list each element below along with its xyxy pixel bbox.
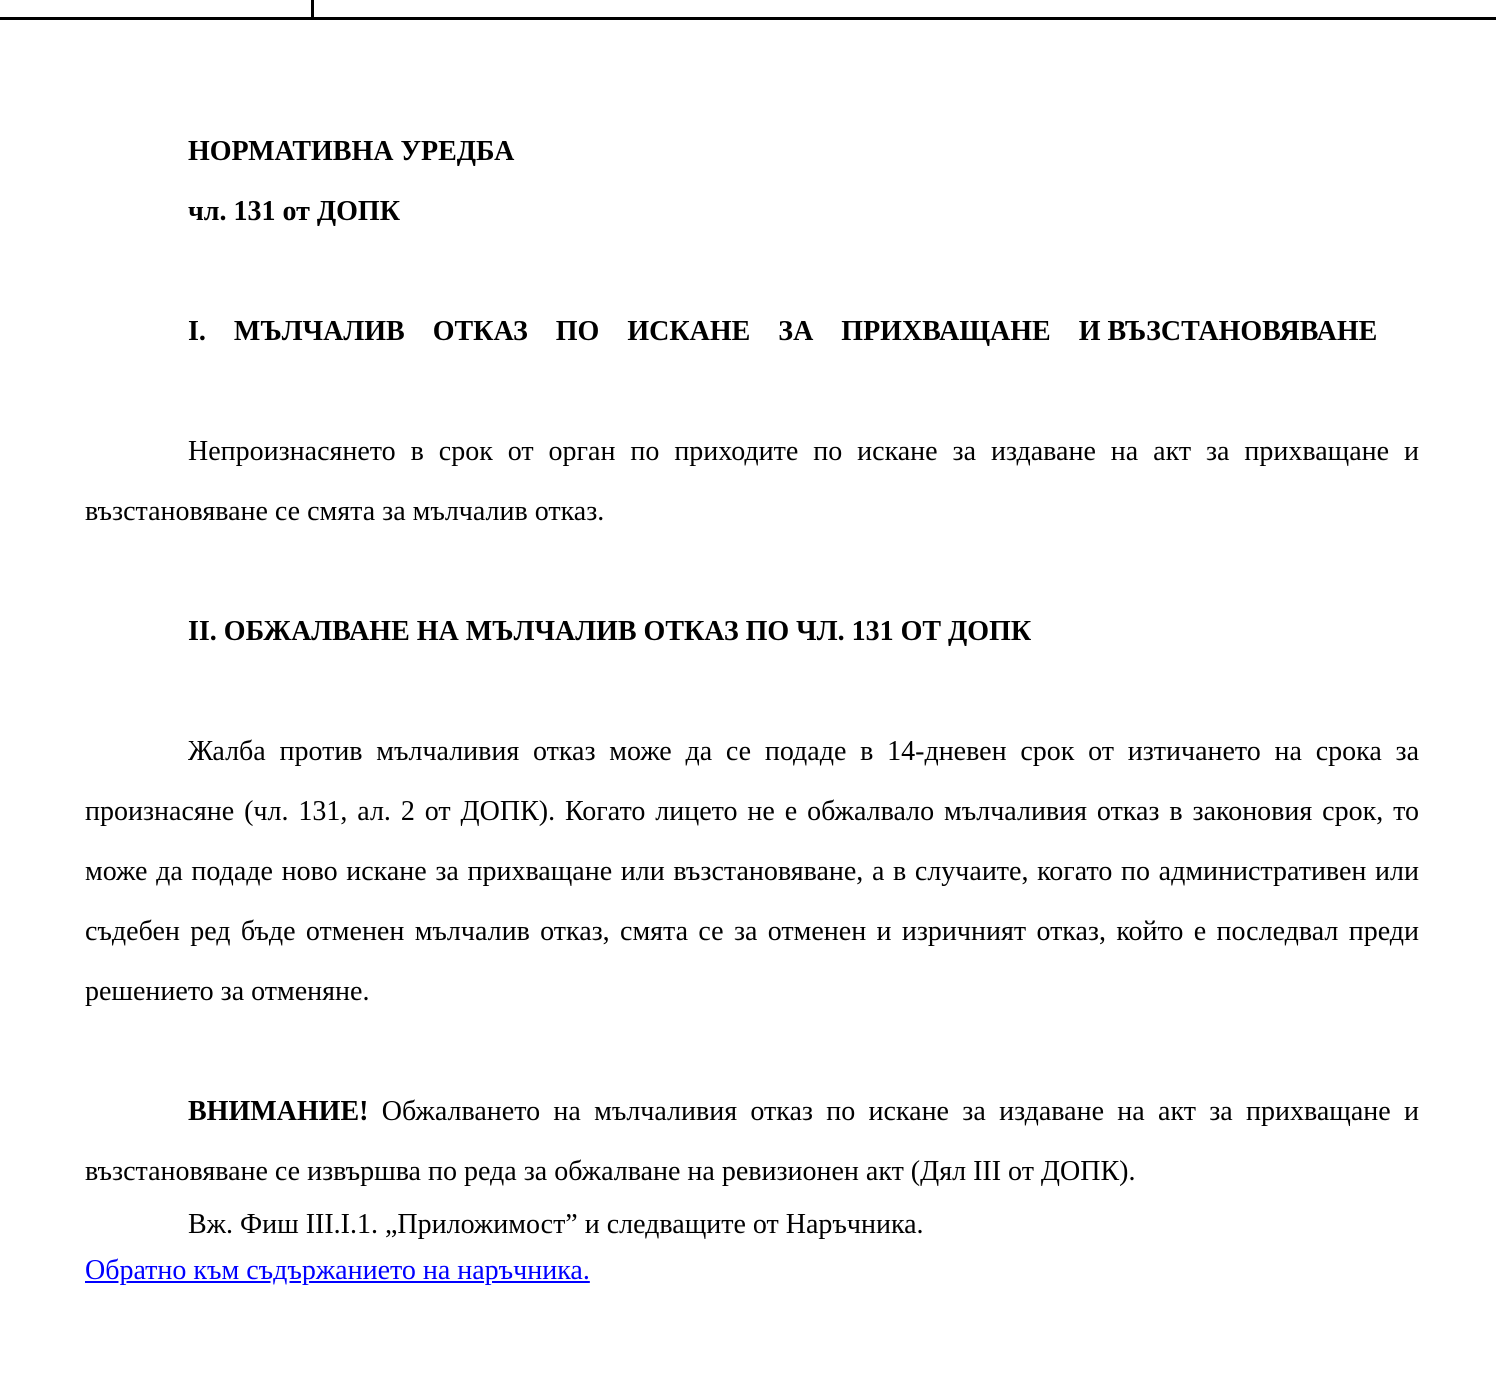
notice-paragraph xyxy=(85,1082,1419,1202)
document-title-block xyxy=(85,0,1419,242)
section-ii-paragraph: Жалба против мълчаливия отказ може да се подаде в 14-дневен срок от изтичането на срока за произнасяне (чл. 131, ал. 2 от ДОПК). Когато лицето не е обжалвало мълчаливия отказ в законовия срок, то може да подаде ново искане за прихващане или възстановяване, а в случаите, когато по административен или съдебен ред бъде отменен мълчалив отказ, смята се за отменен и изричният отказ, който е последвал преди решението за отменяне. xyxy=(85,736,1419,1007)
section-heading-i: I. МЪЛЧАЛИВ ОТКАЗ ПО ИСКАНЕ ЗА ПРИХВАЩАНЕ И ВЪЗСТАНОВЯВАНЕ xyxy=(188,316,1378,347)
page-subtitle: чл. 131 от ДОПК xyxy=(188,196,401,227)
spacer-after-title xyxy=(85,242,1419,302)
spacer-after-heading-ii xyxy=(85,662,1419,722)
section-i-paragraph: Непроизнасянето в срок от орган по приходите по искане за издаване на акт за прихващане и възстановяване се смята за мълчалив отказ. xyxy=(85,436,1419,527)
section-heading-ii: II. ОБЖАЛВАНЕ НА МЪЛЧАЛИВ ОТКАЗ ПО ЧЛ. 131 ОТ ДОПК xyxy=(188,616,1032,647)
page-title: НОРМАТИВНА УРЕДБА xyxy=(188,136,515,167)
spacer-after-paragraph-i xyxy=(85,542,1419,602)
reference-line: Вж. Фиш III.I.1. „Приложимост” и следващите от Наръчника. xyxy=(188,1209,924,1240)
back-link-line xyxy=(85,1248,1419,1294)
spacer-before-notice xyxy=(85,1022,1419,1082)
notice-text: Обжалването на мълчаливия отказ по искане за издаване на акт за прихващане и възстановяване се извършва по реда за обжалване на ревизионен акт (Дял III от ДОПК). xyxy=(85,1096,1419,1187)
spacer-after-heading-i xyxy=(85,362,1419,422)
document-page xyxy=(85,0,1419,1294)
back-to-contents-link[interactable]: Обратно към съдържанието на наръчника. xyxy=(85,1255,590,1286)
notice-label: ВНИМАНИЕ! xyxy=(188,1096,369,1127)
